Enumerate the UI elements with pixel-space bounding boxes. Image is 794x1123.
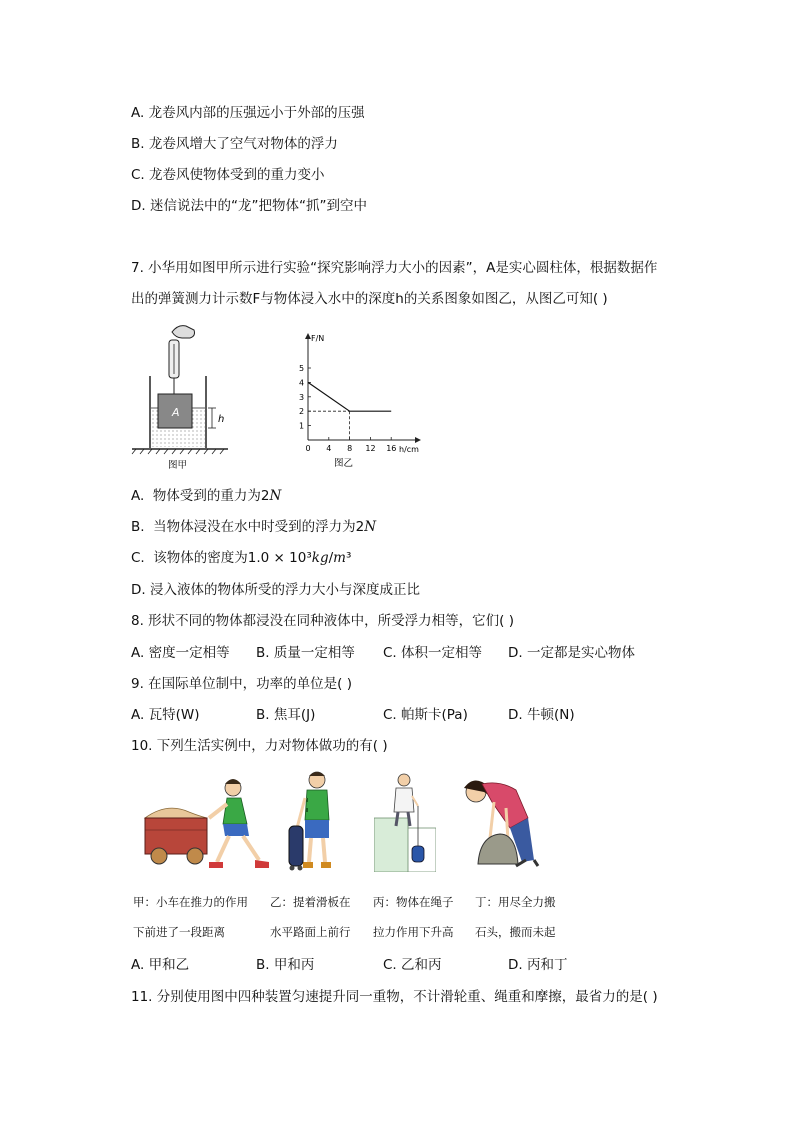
- q7-option-d: D. 浸入液体的物体所受的浮力大小与深度成正比: [131, 582, 420, 598]
- q6-option-b: B. 龙卷风增大了空气对物体的浮力: [131, 136, 338, 152]
- series-line: [308, 382, 391, 411]
- caption-ding-line2: 石头，搬而未起: [475, 925, 556, 939]
- caption-bing-line1: 丙：物体在绳子: [373, 895, 454, 909]
- q7-option-b: B. 当物体浸没在水中时受到的浮力为2N: [131, 519, 377, 535]
- q8-option-d: D. 一定都是实心物体: [508, 645, 635, 661]
- q9-option-b: B. 焦耳(J): [256, 707, 316, 723]
- q6-option-c: C. 龙卷风使物体受到的重力变小: [131, 167, 325, 183]
- q8-stem: 8. 形状不同的物体都浸没在同种液体中，所受浮力相等，它们( ): [131, 613, 514, 629]
- q6-option-a: A. 龙卷风内部的压强远小于外部的压强: [131, 105, 365, 121]
- depth-label: h: [218, 414, 225, 425]
- q9-stem: 9. 在国际单位制中，功率的单位是( ): [131, 676, 352, 692]
- q9-option-d: D. 牛顿(N): [508, 707, 575, 723]
- x-tick-label: 12: [365, 444, 376, 453]
- q10-stem: 10. 下列生活实例中，力对物体做功的有( ): [131, 738, 388, 754]
- x-tick-label: 8: [347, 444, 353, 453]
- q10-illustration-jia: [137, 772, 275, 872]
- q7-figure-a: [128, 322, 236, 472]
- y-tick-label: 1: [299, 421, 305, 431]
- q7-graph: [290, 328, 430, 472]
- caption-jia-line2: 下前进了一段距离: [133, 925, 225, 939]
- y-tick-label: 4: [299, 378, 305, 388]
- q8-option-b: B. 质量一定相等: [256, 645, 355, 661]
- y-tick-label: 3: [299, 392, 305, 402]
- caption-ding-line1: 丁：用尽全力搬: [475, 895, 556, 909]
- q11-stem: 11. 分别使用图中四种装置匀速提升同一重物，不计滑轮重、绳重和摩擦，最省力的是( ): [131, 989, 658, 1005]
- q10-illustration-ding: [456, 772, 542, 872]
- y-tick-label: 2: [299, 407, 305, 417]
- q10-illustration-yi: [287, 768, 343, 874]
- fig-a-caption: 图甲: [168, 460, 188, 471]
- caption-jia-line1: 甲：小车在推力的作用: [133, 895, 248, 909]
- caption-yi-line2: 水平路面上前行: [270, 925, 351, 939]
- q7-option-a: A. 物体受到的重力为2N: [131, 488, 282, 504]
- x-tick-label: 16: [386, 444, 397, 453]
- q6-option-d: D. 迷信说法中的“龙”把物体“抓”到空中: [131, 198, 367, 214]
- q7-option-c: C. 该物体的密度为1.0 × 10³kg/m³: [131, 550, 352, 566]
- x-tick-label: 4: [326, 444, 332, 453]
- q10-option-d: D. 丙和丁: [508, 957, 568, 973]
- y-tick-label: 5: [299, 364, 305, 373]
- chart-title: 图乙: [334, 458, 354, 469]
- caption-bing-line2: 拉力作用下升高: [373, 925, 454, 939]
- y-axis-label: F/N: [311, 334, 325, 343]
- q9-option-c: C. 帕斯卡(Pa): [383, 707, 468, 723]
- q9-option-a: A. 瓦特(W): [131, 707, 200, 723]
- q8-option-a: A. 密度一定相等: [131, 645, 230, 661]
- q10-option-c: C. 乙和丙: [383, 957, 442, 973]
- x-tick-label: 0: [305, 444, 311, 453]
- caption-yi-line1: 乙：提着滑板在: [270, 895, 351, 909]
- block-a-label: A: [172, 406, 180, 419]
- q10-option-a: A. 甲和乙: [131, 957, 190, 973]
- q7-stem-line2: 出的弹簧测力计示数F与物体浸入水中的深度h的关系图象如图乙，从图乙可知( ): [131, 291, 608, 307]
- hand-drawing: [172, 326, 195, 338]
- x-axis-label: h/cm: [399, 445, 419, 454]
- q10-option-b: B. 甲和丙: [256, 957, 315, 973]
- q10-illustration-bing: [374, 772, 436, 872]
- q7-stem-line1: 7. 小华用如图甲所示进行实验“探究影响浮力大小的因素”，A是实心圆柱体，根据数据作: [131, 260, 658, 276]
- q8-option-c: C. 体积一定相等: [383, 645, 483, 661]
